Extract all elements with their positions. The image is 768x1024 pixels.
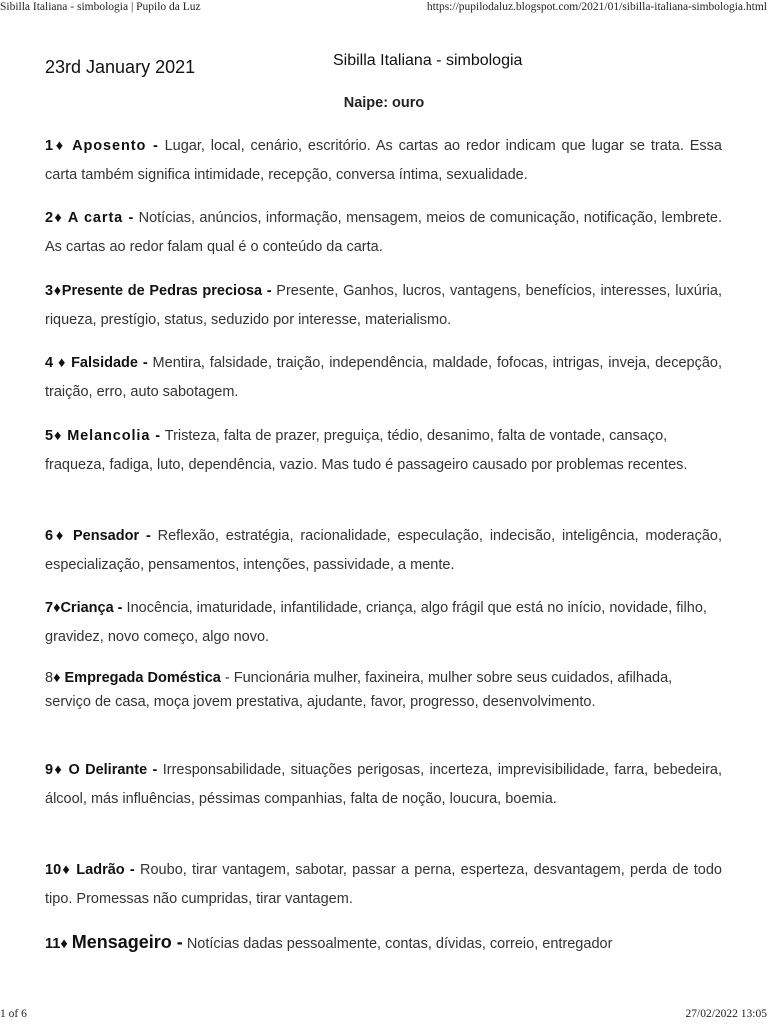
- card-number: 8: [45, 670, 54, 686]
- card-title: 2♦ A carta -: [45, 210, 135, 226]
- card-description: Notícias, anúncios, informação, mensagem, meios de comunicação, notificação, lembrete. As cartas ao redor falam qual é o conteúdo da carta.: [45, 210, 722, 255]
- card-description: - Funcionária mulher, faxineira, mulher sobre seus cuidados, afilhada, serviço de casa, moça jovem prestativa, ajudante, favor, progresso, desenvolvimento.: [45, 670, 673, 710]
- card-title: ♦ Empregada Doméstica: [53, 670, 221, 686]
- card-entry-10: [45, 856, 722, 914]
- card-description: Tristeza, falta de prazer, preguiça, tédio, desanimo, falta de vontade, cansaço, fraqueza, fadiga, luto, dependência, vazio. Mas tudo é passageiro causado por problemas recentes.: [45, 428, 688, 473]
- card-entry-6: [45, 522, 722, 580]
- print-footer: [0, 1008, 768, 1024]
- card-entry-4: [45, 349, 722, 407]
- suit-heading: Naipe: ouro: [343, 95, 425, 111]
- card-title: 7♦Criança -: [45, 600, 123, 616]
- card-entry-7: [45, 594, 722, 652]
- card-description: Lugar, local, cenário, escritório. As cartas ao redor indicam que lugar se trata. Essa carta também significa intimidade, recepção, conversa íntima, sexualidade.: [45, 138, 722, 183]
- card-number: 11♦: [45, 936, 72, 952]
- card-entry-2: [45, 204, 722, 262]
- card-entry-3: [45, 277, 722, 335]
- print-footer-page-count: 1 of 6: [0, 1008, 27, 1020]
- card-description: Presente, Ganhos, lucros, vantagens, benefícios, interesses, luxúria, riqueza, prestígio, status, seduzido por interesse, materialismo.: [45, 283, 722, 328]
- card-title: 4 ♦ Falsidade -: [45, 355, 148, 371]
- card-title: 9♦ O Delirante -: [45, 762, 158, 778]
- card-entry-9: [45, 756, 722, 814]
- card-entry-1: [45, 132, 722, 190]
- card-description: Mentira, falsidade, traição, independência, maldade, fofocas, intrigas, inveja, decepção, traição, erro, auto sabotagem.: [45, 355, 722, 400]
- print-footer-timestamp: 27/02/2022 13:05: [685, 1008, 767, 1020]
- card-entry-11: [45, 926, 722, 960]
- card-entry-5: [45, 422, 722, 480]
- card-title: 3♦Presente de Pedras preciosa -: [45, 283, 272, 299]
- print-header-url: https://pupilodaluz.blogspot.com/2021/01/sibilla-italiana-simbologia.html: [426, 1, 767, 13]
- card-title: 10♦ Ladrão -: [45, 862, 135, 878]
- card-title: 6♦ Pensador -: [45, 528, 151, 544]
- card-description: Reflexão, estratégia, racionalidade, especulação, indecisão, inteligência, moderação, especialização, pensamentos, intenções, passividade, a mente.: [45, 528, 722, 573]
- card-description: Irresponsabilidade, situações perigosas, incerteza, imprevisibilidade, farra, bebedeira, álcool, más influências, péssimas companhias, falta de noção, loucura, boemia.: [45, 762, 722, 807]
- card-title: 1♦ Aposento -: [45, 138, 159, 154]
- post-title: Sibilla Italiana - simbologia: [333, 52, 523, 69]
- print-header: [0, 1, 768, 17]
- card-description: Inocência, imaturidade, infantilidade, criança, algo frágil que está no início, novidade, filho, gravidez, novo começo, algo novo.: [45, 600, 707, 645]
- print-header-page-title: Sibilla Italiana - simbologia | Pupilo da Luz: [0, 1, 201, 13]
- post-date: 23rd January 2021: [45, 57, 196, 77]
- card-entry-8: [45, 666, 685, 714]
- card-title: Mensageiro -: [71, 932, 183, 952]
- card-description: Roubo, tirar vantagem, sabotar, passar a perna, esperteza, desvantagem, perda de todo tipo. Promessas não cumpridas, tirar vantagem.: [45, 862, 722, 907]
- card-title: 5♦ Melancolia -: [45, 428, 161, 444]
- card-description: Notícias dadas pessoalmente, contas, dívidas, correio, entregador: [182, 936, 613, 952]
